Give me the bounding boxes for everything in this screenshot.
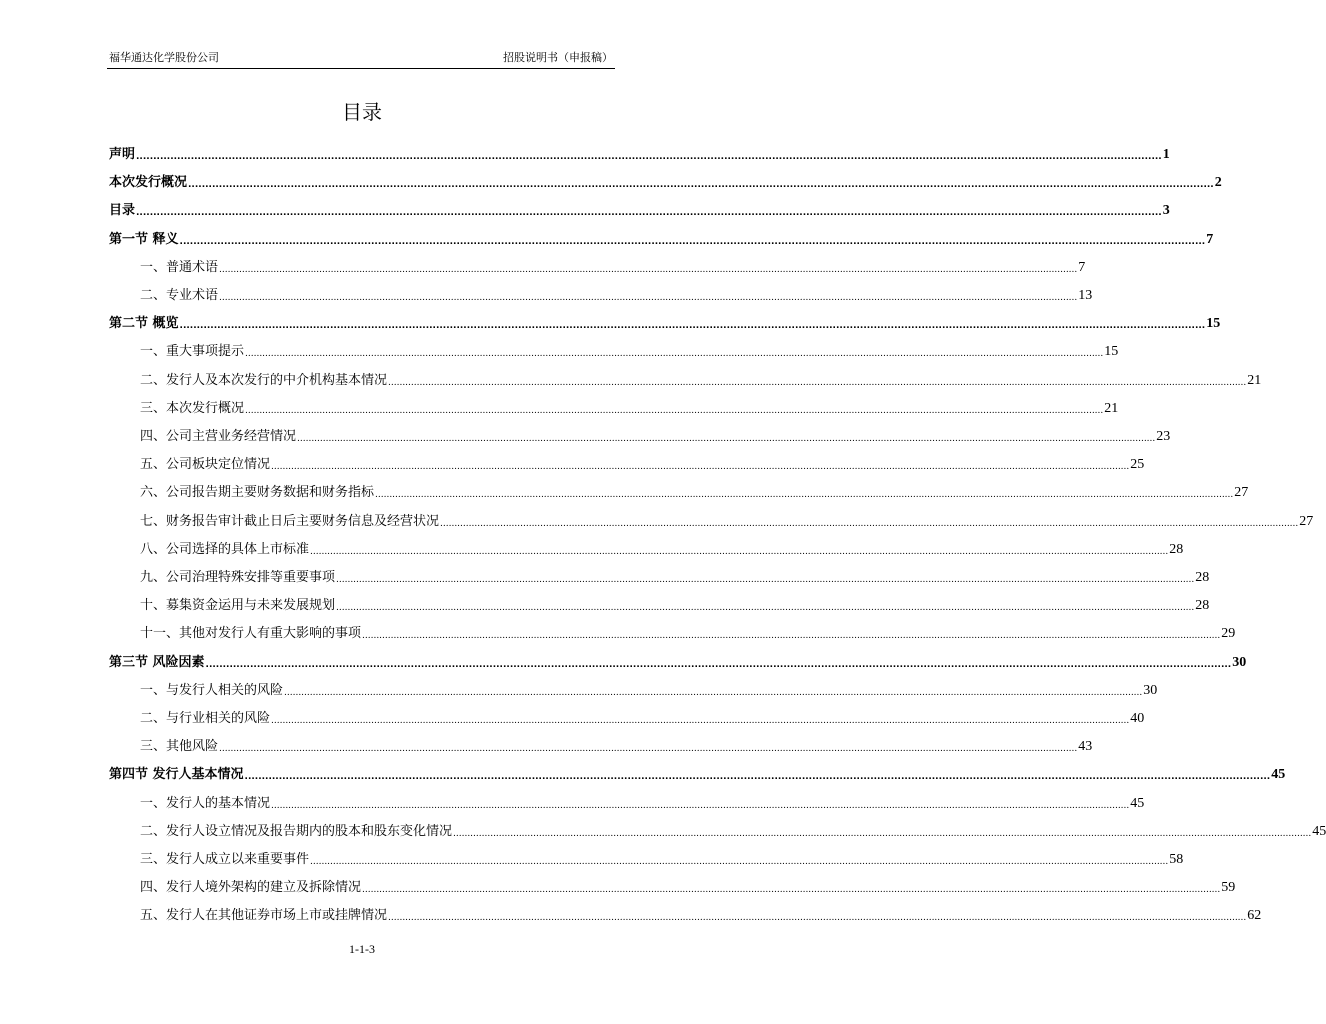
- toc-entry-label: 八、公司选择的具体上市标准: [140, 541, 310, 557]
- toc-dot-leader: ............................................................................................................................................................................................................................................................................................................: [362, 885, 1221, 896]
- toc-entry-page: 2: [1214, 175, 1222, 191]
- toc-entry-label: 目录: [109, 203, 136, 219]
- toc-entry-page: 21: [1247, 372, 1262, 388]
- toc-entry-label: 十、募集资金运用与未来发展规划: [140, 598, 336, 614]
- toc-dot-leader: ............................................................................................................................................................................................................................................................................................................: [179, 321, 1206, 332]
- toc-entry-page: 62: [1247, 908, 1262, 924]
- toc-section-entry[interactable]: [109, 196, 1170, 220]
- toc-dot-leader: ............................................................................................................................................................................................................................................................................................................: [310, 857, 1169, 867]
- toc-entry-page: 13: [1078, 288, 1093, 303]
- toc-dot-leader: ............................................................................................................................................................................................................................................................................................................: [271, 800, 1130, 811]
- toc-dot-leader: ............................................................................................................................................................................................................................................................................................................: [245, 349, 1104, 360]
- toc-entry-page: 28: [1169, 541, 1184, 557]
- toc-entry-label: 一、普通术语: [140, 259, 219, 275]
- toc-dot-leader: ............................................................................................................................................................................................................................................................................................................: [205, 659, 1232, 670]
- toc-dot-leader: ............................................................................................................................................................................................................................................................................................................: [219, 293, 1078, 303]
- toc-dot-leader: ............................................................................................................................................................................................................................................................................................................: [179, 236, 1206, 247]
- toc-entry-page: 1: [1162, 147, 1170, 162]
- toc-entry-label: 本次发行概况: [109, 175, 188, 191]
- toc-section-entry[interactable]: [109, 225, 1214, 249]
- toc-subsection-entry[interactable]: [109, 253, 1086, 277]
- toc-subsection-entry[interactable]: [109, 563, 1210, 587]
- toc-entry-page: 58: [1169, 852, 1184, 867]
- toc-section-entry[interactable]: [109, 140, 1170, 164]
- toc-dot-leader: ............................................................................................................................................................................................................................................................................................................: [297, 434, 1156, 444]
- toc-dot-leader: ............................................................................................................................................................................................................................................................................................................: [310, 546, 1169, 557]
- toc-subsection-entry[interactable]: [109, 366, 1262, 390]
- toc-section-entry[interactable]: [109, 648, 1247, 672]
- toc-entry-label: 四、公司主营业务经营情况: [140, 429, 297, 444]
- toc-subsection-entry[interactable]: [109, 591, 1210, 615]
- toc-dot-leader: ............................................................................................................................................................................................................................................................................................................: [336, 575, 1195, 585]
- toc-entry-label: 三、发行人成立以来重要事件: [140, 852, 310, 867]
- toc-dot-leader: ............................................................................................................................................................................................................................................................................................................: [271, 462, 1130, 473]
- toc-entry-page: 45: [1312, 823, 1326, 839]
- toc-entry-page: 29: [1221, 626, 1236, 642]
- toc-subsection-entry[interactable]: [109, 478, 1249, 502]
- toc-dot-leader: ............................................................................................................................................................................................................................................................................................................: [136, 208, 1162, 219]
- toc-subsection-entry[interactable]: [109, 422, 1171, 446]
- toc-entry-label: 二、与行业相关的风险: [140, 711, 271, 726]
- header-doc-type: 招股说明书（申报稿）: [503, 51, 613, 64]
- toc-entry-page: 25: [1130, 457, 1145, 473]
- toc-entry-label: 二、发行人设立情况及报告期内的股本和股东变化情况: [140, 823, 453, 839]
- toc-subsection-entry[interactable]: [109, 704, 1145, 728]
- toc-entry-page: 30: [1143, 682, 1158, 698]
- toc-entry-label: 第一节 释义: [109, 231, 179, 247]
- toc-entry-page: 21: [1104, 400, 1119, 416]
- toc-entry-page: 7: [1078, 259, 1086, 275]
- toc-dot-leader: ............................................................................................................................................................................................................................................................................................................: [388, 377, 1247, 388]
- toc-entry-label: 第二节 概览: [109, 316, 179, 332]
- toc-subsection-entry[interactable]: [109, 535, 1184, 559]
- toc-entry-label: 六、公司报告期主要财务数据和财务指标: [140, 485, 375, 501]
- toc-subsection-entry[interactable]: [109, 507, 1314, 531]
- toc-subsection-entry[interactable]: [109, 281, 1093, 305]
- toc-section-entry[interactable]: [109, 309, 1221, 333]
- toc-entry-page: 28: [1195, 598, 1210, 614]
- toc-entry-page: 45: [1271, 767, 1286, 783]
- toc-subsection-entry[interactable]: [109, 845, 1184, 869]
- toc-entry-label: 五、公司板块定位情况: [140, 457, 271, 473]
- toc-entry-label: 十一、其他对发行人有重大影响的事项: [140, 626, 362, 642]
- toc-entry-page: 43: [1078, 739, 1093, 755]
- toc-entry-page: 15: [1104, 344, 1119, 360]
- toc-entry-label: 声明: [109, 147, 136, 162]
- toc-dot-leader: ............................................................................................................................................................................................................................................................................................................: [188, 180, 1214, 191]
- toc-entry-page: 27: [1299, 513, 1314, 529]
- toc-entry-page: 7: [1206, 231, 1214, 247]
- page-title: 目录: [342, 100, 382, 124]
- toc-subsection-entry[interactable]: [109, 901, 1262, 925]
- toc-subsection-entry[interactable]: [109, 337, 1119, 361]
- toc-dot-leader: ............................................................................................................................................................................................................................................................................................................: [388, 913, 1247, 924]
- toc-subsection-entry[interactable]: [109, 676, 1158, 700]
- toc-section-entry[interactable]: [109, 760, 1286, 784]
- toc-subsection-entry[interactable]: [109, 789, 1145, 813]
- toc-entry-label: 九、公司治理特殊安排等重要事项: [140, 570, 336, 585]
- toc-entry-label: 三、其他风险: [140, 739, 219, 755]
- toc-dot-leader: ............................................................................................................................................................................................................................................................................................................: [219, 744, 1078, 755]
- toc-entry-page: 27: [1234, 485, 1249, 501]
- toc-entry-page: 30: [1232, 654, 1247, 670]
- toc-subsection-entry[interactable]: [109, 619, 1236, 643]
- toc-entry-label: 一、重大事项提示: [140, 344, 245, 360]
- toc-entry-label: 一、发行人的基本情况: [140, 795, 271, 811]
- toc-dot-leader: ............................................................................................................................................................................................................................................................................................................: [219, 264, 1078, 275]
- toc-subsection-entry[interactable]: [109, 450, 1145, 474]
- toc-dot-leader: ............................................................................................................................................................................................................................................................................................................: [245, 405, 1104, 416]
- toc-section-entry[interactable]: [109, 168, 1222, 192]
- toc-entry-label: 三、本次发行概况: [140, 400, 245, 416]
- toc-entry-label: 七、财务报告审计截止日后主要财务信息及经营状况: [140, 513, 440, 529]
- toc-entry-page: 40: [1130, 711, 1145, 726]
- toc-entry-page: 23: [1156, 429, 1171, 444]
- toc-subsection-entry[interactable]: [109, 394, 1119, 418]
- toc-dot-leader: ............................................................................................................................................................................................................................................................................................................: [244, 772, 1271, 783]
- toc-dot-leader: ............................................................................................................................................................................................................................................................................................................: [440, 518, 1299, 529]
- toc-subsection-entry[interactable]: [109, 732, 1093, 756]
- toc-dot-leader: ............................................................................................................................................................................................................................................................................................................: [336, 603, 1195, 614]
- toc-entry-label: 五、发行人在其他证券市场上市或挂牌情况: [140, 908, 388, 924]
- toc-entry-label: 四、发行人境外架构的建立及拆除情况: [140, 880, 362, 896]
- toc-entry-page: 15: [1206, 316, 1221, 332]
- toc-entry-page: 59: [1221, 880, 1236, 896]
- toc-dot-leader: ............................................................................................................................................................................................................................................................................................................: [375, 490, 1234, 501]
- toc-subsection-entry[interactable]: [109, 817, 1326, 841]
- toc-entry-label: 二、专业术语: [140, 288, 219, 303]
- toc-entry-page: 3: [1162, 203, 1170, 219]
- toc-entry-label: 第四节 发行人基本情况: [109, 767, 244, 783]
- toc-dot-leader: ............................................................................................................................................................................................................................................................................................................: [271, 716, 1130, 726]
- page-number: 1-1-3: [349, 942, 375, 956]
- toc-dot-leader: ............................................................................................................................................................................................................................................................................................................: [136, 152, 1162, 162]
- header-company: 福华通达化学股份公司: [109, 51, 219, 64]
- toc-dot-leader: ............................................................................................................................................................................................................................................................................................................: [362, 631, 1221, 642]
- toc-entry-page: 45: [1130, 795, 1145, 811]
- toc-entry-page: 28: [1195, 570, 1210, 585]
- toc-entry-label: 二、发行人及本次发行的中介机构基本情况: [140, 372, 388, 388]
- toc-entry-label: 一、与发行人相关的风险: [140, 682, 284, 698]
- toc-dot-leader: ............................................................................................................................................................................................................................................................................................................: [284, 687, 1143, 698]
- toc-entry-label: 第三节 风险因素: [109, 654, 205, 670]
- page-header: [107, 50, 615, 69]
- toc-subsection-entry[interactable]: [109, 873, 1236, 897]
- toc-dot-leader: ............................................................................................................................................................................................................................................................................................................: [453, 828, 1312, 839]
